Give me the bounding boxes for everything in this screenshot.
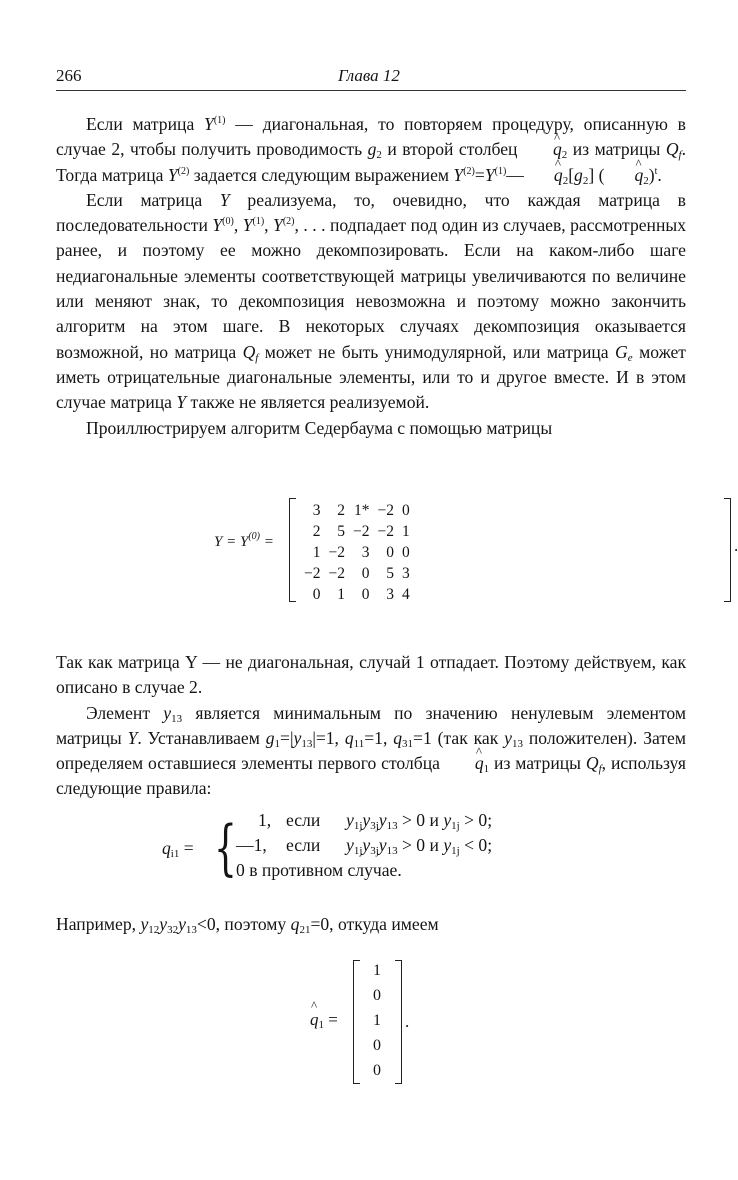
vector-period: .: [405, 1012, 410, 1031]
running-title: Глава 12: [338, 66, 400, 85]
vector-right-bracket: [395, 960, 402, 1084]
left-bracket: [289, 498, 296, 602]
running-header: [56, 66, 686, 92]
curly-brace: {: [214, 813, 237, 883]
body-text-middle: [56, 650, 686, 802]
vector-entries: 1 0 1 0 0: [373, 962, 381, 1079]
rule-case-2: —1, если $y_{1j}y_{3j}y_{13} > 0$ и $y_{1j} < 0$;: [236, 835, 493, 857]
body-text-example: [56, 912, 686, 937]
rule-lhs: $q_{i1}$ =: [162, 838, 194, 860]
header-rule: [56, 90, 686, 91]
page-number: 266: [56, 66, 82, 85]
paragraph-6: Например, $y_{12}y_{32}y_{13}<0$, поэтому $q_{21}=0$, откуда имеем: [56, 914, 439, 936]
vector-q1: [310, 958, 430, 1086]
paragraph-5: Элемент $y_{13}$ является минимальным по значению ненулевым элементом матрицы Y. Устанавливаем $g_1=|y_{13}|=1$, $q_{11}=1$, $q_{31}=1$ (так как $y_{13}$ положителен). Затем определяем оставшиеся элементы первого столбца ^ $q_1$ из матрицы $Q_f$, используя следующие правила:: [56, 701, 686, 802]
rule-case-3: 0 в противном случае.: [236, 860, 402, 880]
piecewise-rule: [162, 810, 602, 890]
paragraph-1: Если матрица $Y^{(1)}$ — диагональная, то повторяем процедуру, описанную в случае 2, чтобы получить проводимость $g_2$ и второй столбец ^ $q_2$ из матрицы $Q_f$. Тогда матрица $Y^{(2)}$ задается следующим выражением $Y^{(2)}=Y^{(1)}—\^{}$ $q_2[g_2]$ (^ $q_2)^t$.: [56, 112, 686, 188]
paragraph-4: Так как матрица Y — не диагональная, случай 1 отпадает. Поэтому действуем, как описано в случае 2.: [56, 652, 686, 698]
paragraph-2: Если матрица Y реализуема, то, очевидно, что каждая матрица в последовательности $Y^{(0)}$, $Y^{(1)}$, $Y^{(2)}$, . . . подпадает под один из случаев, рассмотренных ранее, и поэтому ее можно декомпозировать. Если на каком-либо шаге недиагональные элементы соответствующей матрицы увеличиваются по величине или меняют знак, то декомпозиция невозможна и поэтому можно закончить алгоритм на этом шаге. В некоторых случаях декомпозиция оказывается возможной, но матрица $Q_f$ может не быть унимодулярной, или матрица $G_e$ может иметь отрицательные диагональные элементы, или то и другое вместе. И в этом случае матрица Y также не является реализуемой.: [56, 189, 687, 413]
right-bracket: [724, 498, 731, 602]
paragraph-3: Проиллюстрируем алгоритм Седербаума с помощью матрицы: [86, 417, 553, 438]
matrix-period: .: [734, 536, 738, 555]
matrix-lhs: $Y = Y^{(0)}$ =: [214, 531, 274, 550]
vector-lhs: ^ $q_1$ =: [310, 1010, 338, 1030]
rule-case-1: 1, если $y_{1j}y_{3j}y_{13} > 0$ и $y_{1j} > 0$;: [258, 810, 493, 832]
vector-left-bracket: [353, 960, 360, 1084]
body-text-top: [56, 112, 686, 441]
matrix-grid: 3 2 1* −2 0 2 5 −2 −2 1 1 −2 3 0 0 −2 −2 0 5 3 0 1 0 3 4: [304, 502, 410, 603]
